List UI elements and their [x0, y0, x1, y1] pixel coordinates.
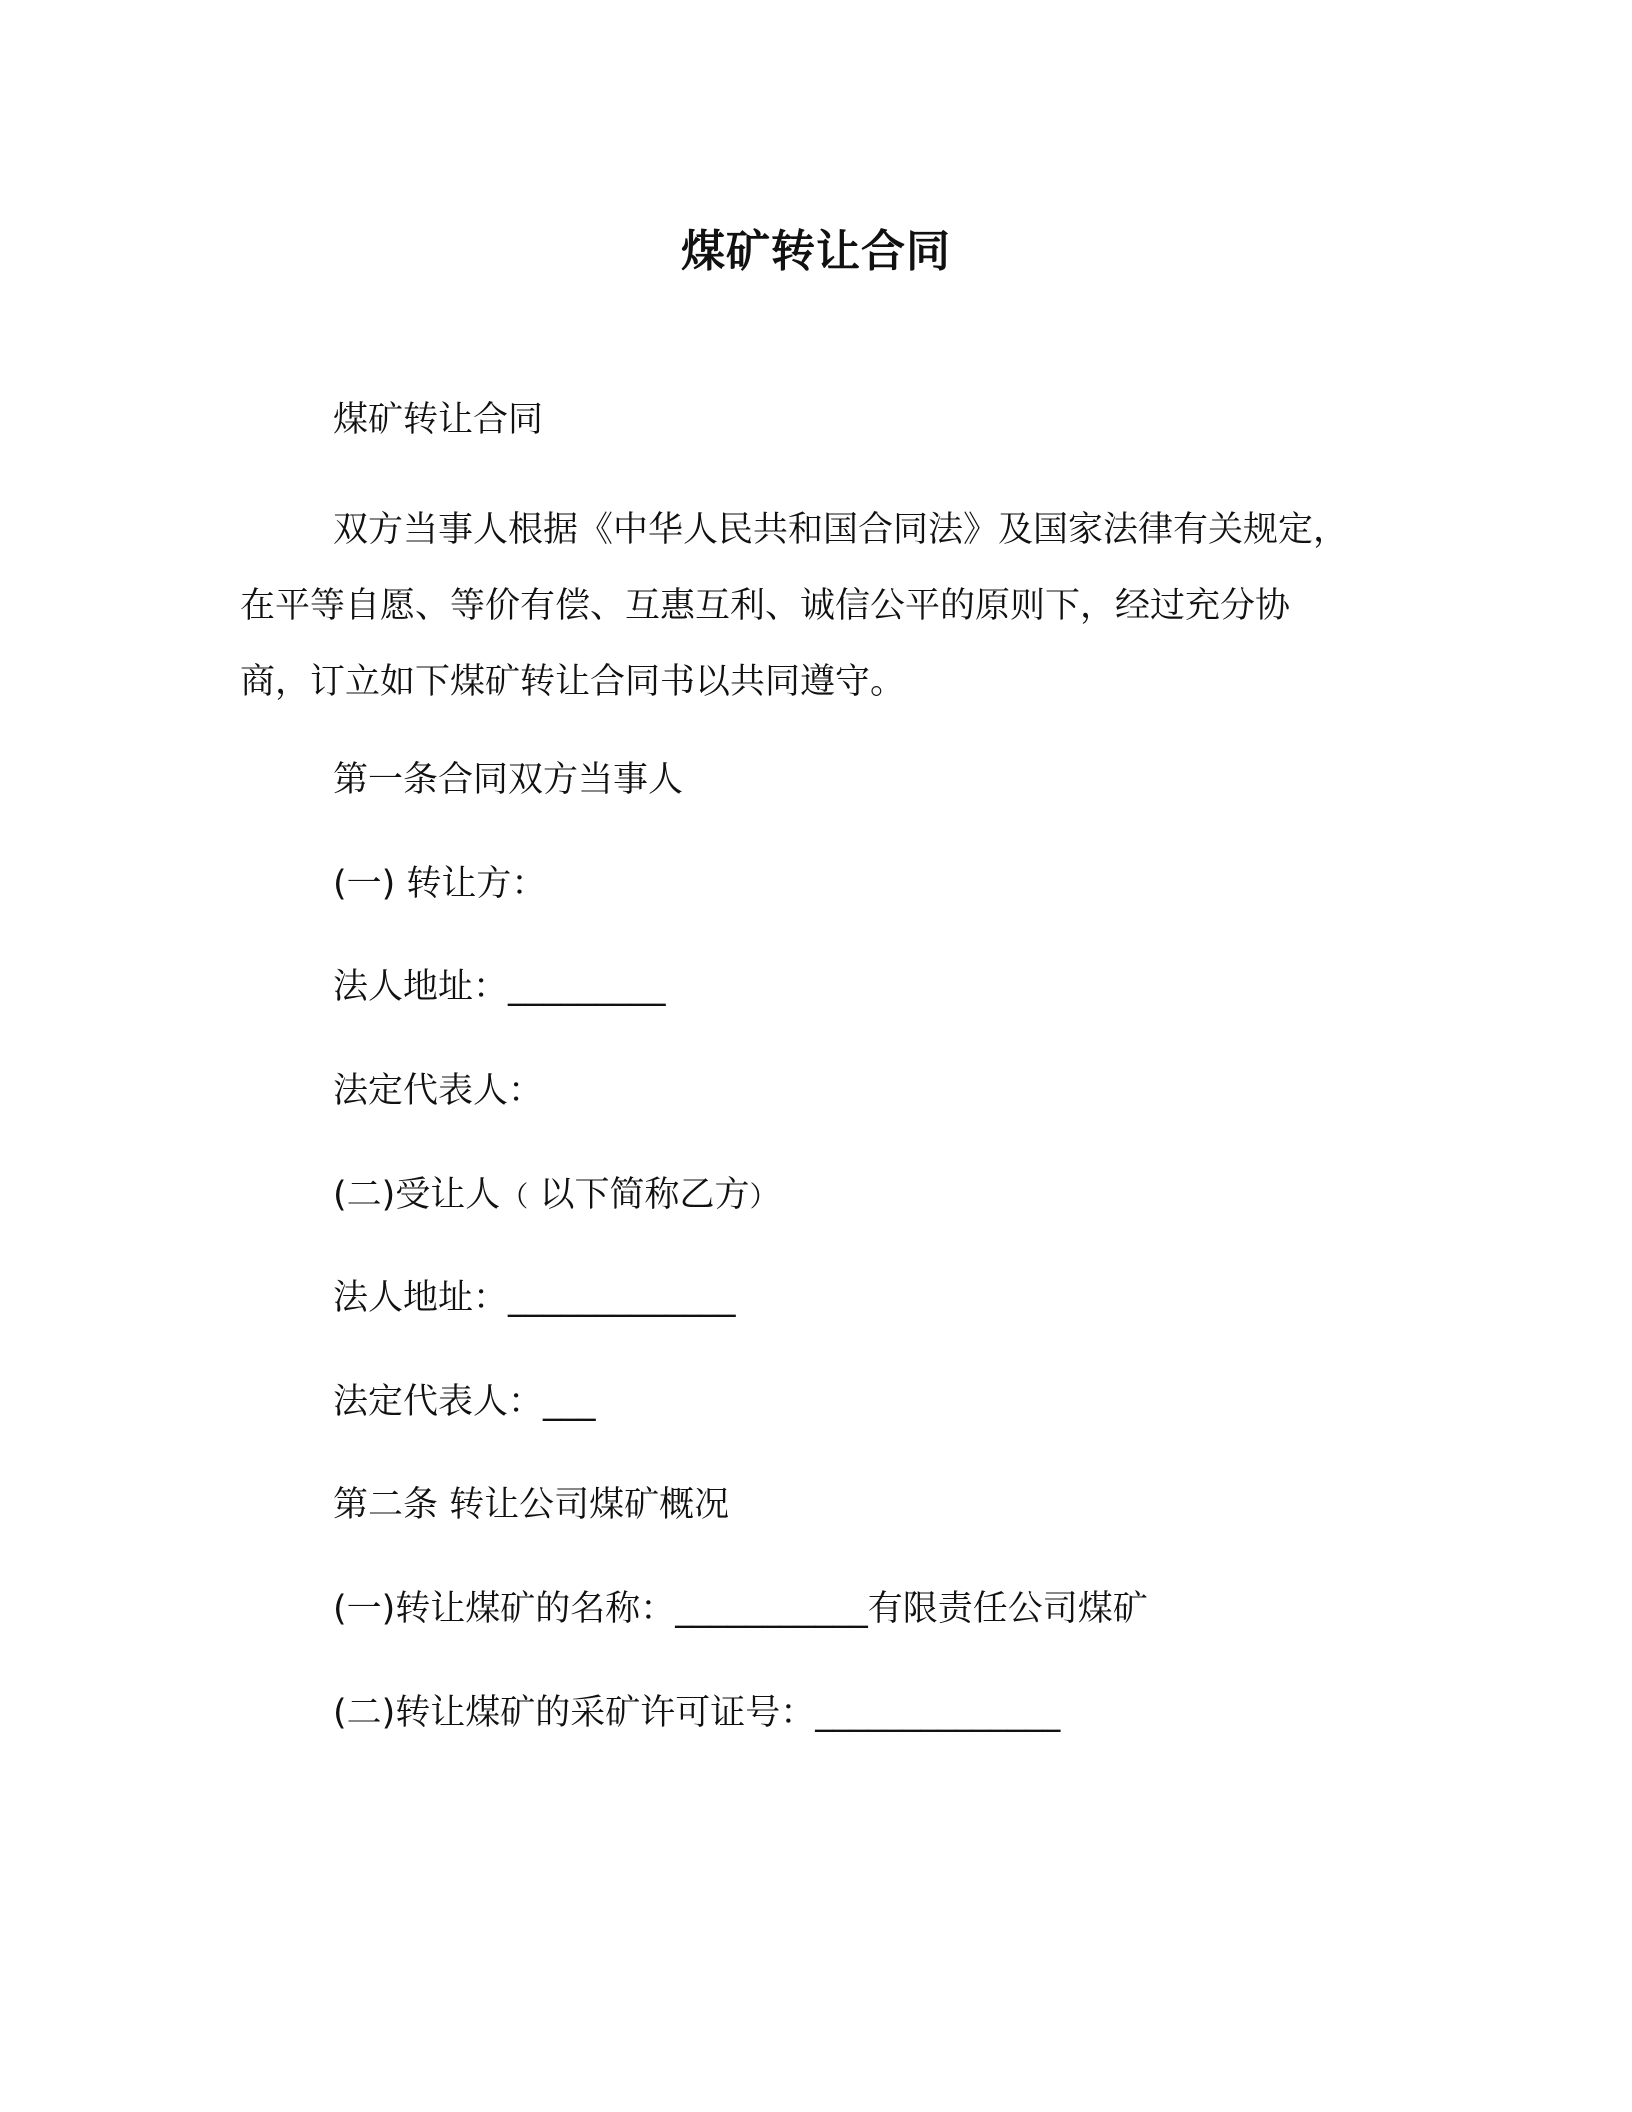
party-b-note: 以下简称乙方 — [528, 1175, 750, 1215]
preamble-line-2: 在平等自愿、等价有偿、互惠互利、诚信公平的原则下，经过充分协 — [240, 586, 1291, 626]
party-a-address: 法人地址：_________ — [333, 967, 666, 1007]
party-a-label: (一) 转让方： — [333, 864, 547, 904]
party-b-label: (二)受让人 — [333, 1175, 501, 1215]
party-a-representative: 法定代表人： — [333, 1071, 544, 1111]
mine-license-line: (二)转让煤矿的采矿许可证号：______________ — [333, 1693, 1061, 1733]
party-b-note-close: ） — [749, 1180, 778, 1213]
article-1-heading: 第一条合同双方当事人 — [333, 760, 684, 800]
party-b-representative: 法定代表人：___ — [333, 1382, 596, 1422]
mine-name-line: (一)转让煤矿的名称：___________有限责任公司煤矿 — [333, 1589, 1148, 1629]
party-b-line — [333, 1170, 777, 1222]
preamble-line-3: 商，订立如下煤矿转让合同书以共同遵守。 — [240, 662, 906, 702]
party-b-note-open: （ — [500, 1180, 529, 1213]
article-2-heading: 第二条 转让公司煤矿概况 — [333, 1485, 730, 1525]
document-title: 煤矿转让合同 — [681, 226, 951, 277]
document-subtitle: 煤矿转让合同 — [333, 400, 544, 440]
preamble-paragraph — [240, 492, 1410, 720]
preamble-line-1: 双方当事人根据《中华人民共和国合同法》及国家法律有关规定， — [333, 510, 1349, 550]
party-b-address: 法人地址：_____________ — [333, 1278, 736, 1318]
